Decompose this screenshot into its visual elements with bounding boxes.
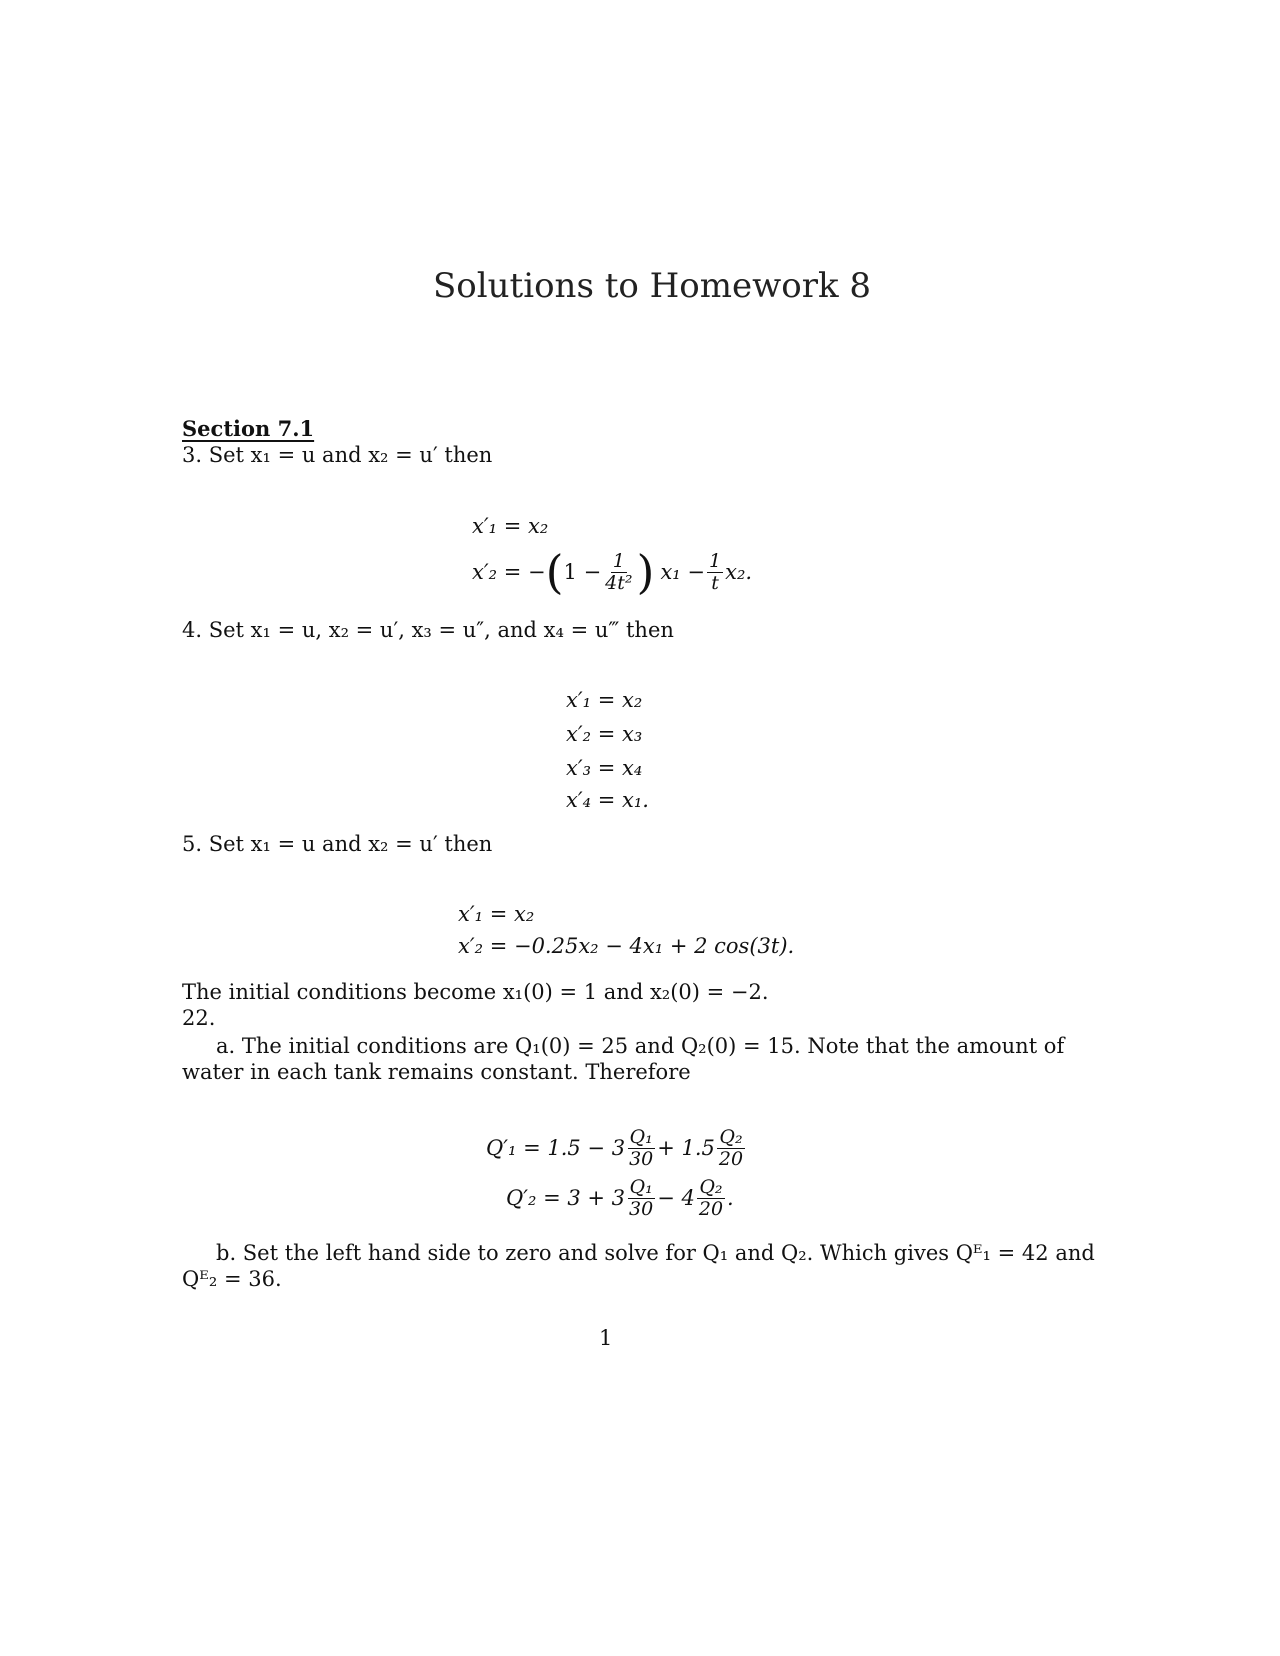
fraction-denominator: 30 — [629, 1197, 654, 1220]
eq-lhs: Q′₂ = 3 + 3 — [506, 1186, 626, 1210]
fraction-q2-over-20 — [717, 1127, 745, 1170]
problem-3-equation-1: x′₁ = x₂ — [472, 514, 549, 538]
fraction-q1-over-30 — [627, 1127, 655, 1170]
problem-5-initial-conditions: The initial conditions become x₁(0) = 1 and x₂(0) = −2. — [182, 980, 769, 1004]
problem-5-intro: 5. Set x₁ = u and x₂ = u′ then — [182, 832, 493, 856]
left-paren: ( — [545, 545, 564, 599]
problem-22-label: 22. — [182, 1006, 216, 1030]
problem-22-part-b-line-2: Qᴱ₂ = 36. — [182, 1267, 282, 1291]
problem-4-equation-2: x′₂ = x₃ — [566, 722, 643, 746]
problem-3-intro: 3. Set x₁ = u and x₂ = u′ then — [182, 443, 493, 467]
problem-4-intro: 4. Set x₁ = u, x₂ = u′, x₃ = u″, and x₄ = u‴ then — [182, 618, 674, 642]
eq-middle: + 1.5 — [657, 1136, 715, 1160]
problem-5-equation-2: x′₂ = −0.25x₂ − 4x₁ + 2 cos(3t). — [458, 934, 795, 958]
fraction-numerator: Q₁ — [629, 1125, 653, 1148]
eq-tail: . — [727, 1186, 734, 1210]
eq-tail: x₂. — [725, 560, 753, 584]
fraction-numerator: Q₂ — [719, 1125, 743, 1148]
fraction-1-over-t — [707, 551, 723, 594]
eq-middle: x₁ − — [660, 560, 706, 584]
fraction-denominator: t — [711, 571, 719, 594]
problem-4-equation-3: x′₃ = x₄ — [566, 756, 643, 780]
problem-4-equation-1: x′₁ = x₂ — [566, 688, 643, 712]
problem-4-equation-4: x′₄ = x₁. — [566, 788, 649, 812]
document-title: Solutions to Homework 8 — [433, 266, 871, 306]
fraction-1-over-4t2 — [603, 551, 634, 594]
fraction-numerator: 1 — [612, 549, 625, 572]
page-number: 1 — [599, 1326, 613, 1350]
problem-22-part-a-line-2: water in each tank remains constant. Therefore — [182, 1060, 691, 1084]
section-heading: Section 7.1 — [182, 416, 315, 441]
eq-one: 1 − — [563, 560, 602, 584]
fraction-denominator: 20 — [698, 1197, 724, 1220]
fraction-q1-over-30 — [627, 1177, 655, 1220]
eq-middle: − 4 — [657, 1186, 695, 1210]
fraction-q2-over-20 — [697, 1177, 725, 1220]
problem-22-equation-q1 — [486, 1122, 747, 1174]
fraction-numerator: 1 — [709, 549, 722, 572]
problem-22-equation-q2 — [506, 1172, 734, 1224]
eq-lhs: Q′₁ = 1.5 − 3 — [486, 1136, 626, 1160]
fraction-denominator: 4t² — [605, 571, 633, 594]
fraction-numerator: Q₂ — [699, 1175, 723, 1198]
problem-22-part-a-line-1: a. The initial conditions are Q₁(0) = 25 and Q₂(0) = 15. Note that the amount of — [216, 1034, 1065, 1058]
fraction-numerator: Q₁ — [629, 1175, 653, 1198]
problem-22-part-b-line-1: b. Set the left hand side to zero and solve for Q₁ and Q₂. Which gives Qᴱ₁ = 42 and — [216, 1241, 1095, 1265]
fraction-denominator: 20 — [718, 1147, 744, 1170]
right-paren: ) — [636, 545, 655, 599]
problem-3-equation-2 — [472, 542, 752, 602]
eq-lhs: x′₂ = − — [472, 560, 546, 584]
problem-5-equation-1: x′₁ = x₂ — [458, 902, 535, 926]
fraction-denominator: 30 — [629, 1147, 654, 1170]
